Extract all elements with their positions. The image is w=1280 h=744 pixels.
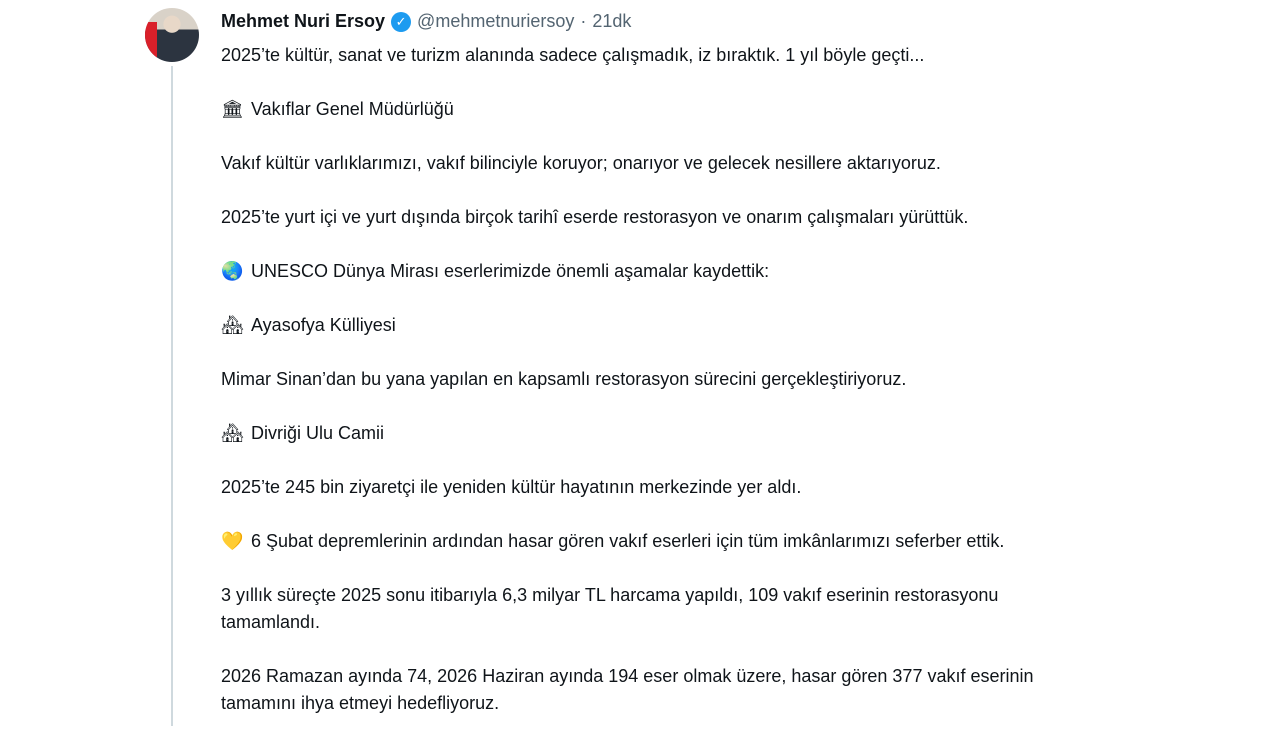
author-handle[interactable]: @mehmetnuriersoy: [417, 11, 575, 31]
paragraph-text: 3 yıllık süreçte 2025 sonu itibarıyla 6,3 milyar TL harcama yapıldı, 109 vakıf eserinin restorasyonu tamamlandı.: [221, 585, 999, 632]
houses-icon: 🏘: [221, 315, 244, 335]
tweet-paragraph: [221, 366, 1101, 393]
tweet-paragraph: [221, 150, 1101, 177]
paragraph-text: 2025’te 245 bin ziyaretçi ile yeniden kültür hayatının merkezinde yer aldı.: [221, 477, 802, 497]
tweet-paragraph: [221, 312, 1101, 339]
paragraph-text: 2025’te kültür, sanat ve turizm alanında sadece çalışmadık, iz bıraktık. 1 yıl böyle geçti...: [221, 45, 925, 65]
tweet-text: [221, 42, 1101, 744]
heart-icon: 💛: [221, 531, 244, 551]
author-name[interactable]: Mehmet Nuri Ersoy: [221, 11, 386, 31]
globe-icon: 🌏: [221, 261, 244, 281]
classical-building-icon: 🏛: [221, 99, 244, 119]
paragraph-text: UNESCO Dünya Mirası eserlerimizde önemli aşamalar kaydettik:: [251, 261, 770, 281]
tweet-paragraph: [221, 474, 1101, 501]
separator: ·: [580, 11, 587, 31]
tweet-paragraph: [221, 204, 1101, 231]
verified-badge-icon: ✓: [391, 12, 411, 32]
thread-line: [171, 66, 173, 726]
paragraph-text: Mimar Sinan’dan bu yana yapılan en kapsamlı restorasyon sürecini gerçekleştiriyoruz.: [221, 369, 907, 389]
paragraph-text: 6 Şubat depremlerinin ardından hasar gören vakıf eserleri için tüm imkânlarımızı seferber ettik.: [251, 531, 1005, 551]
tweet-paragraph: [221, 42, 1101, 69]
tweet-paragraph: [221, 582, 1101, 636]
paragraph-text: Divriği Ulu Camii: [251, 423, 385, 443]
paragraph-text: Vakıflar Genel Müdürlüğü: [251, 99, 454, 119]
tweet-paragraph: [221, 258, 1101, 285]
tweet-paragraph: [221, 420, 1101, 447]
tweet-paragraph: [221, 96, 1101, 123]
tweet-header: [221, 8, 631, 35]
paragraph-text: Ayasofya Külliyesi: [251, 315, 396, 335]
tweet-paragraph: [221, 663, 1101, 717]
paragraph-text: 2025’te yurt içi ve yurt dışında birçok tarihî eserde restorasyon ve onarım çalışmaları yürüttük.: [221, 207, 969, 227]
avatar[interactable]: [145, 8, 199, 62]
timestamp[interactable]: 21dk: [592, 11, 632, 31]
houses-icon: 🏘: [221, 423, 244, 443]
paragraph-text: Vakıf kültür varlıklarımızı, vakıf bilinciyle koruyor; onarıyor ve gelecek nesillere aktarıyoruz.: [221, 153, 941, 173]
flag-icon: [145, 22, 157, 58]
tweet-paragraph: [221, 528, 1101, 555]
paragraph-text: 2026 Ramazan ayında 74, 2026 Haziran ayında 194 eser olmak üzere, hasar gören 377 vakıf eserinin tamamını ihya etmeyi hedefliyoruz.: [221, 666, 1034, 713]
